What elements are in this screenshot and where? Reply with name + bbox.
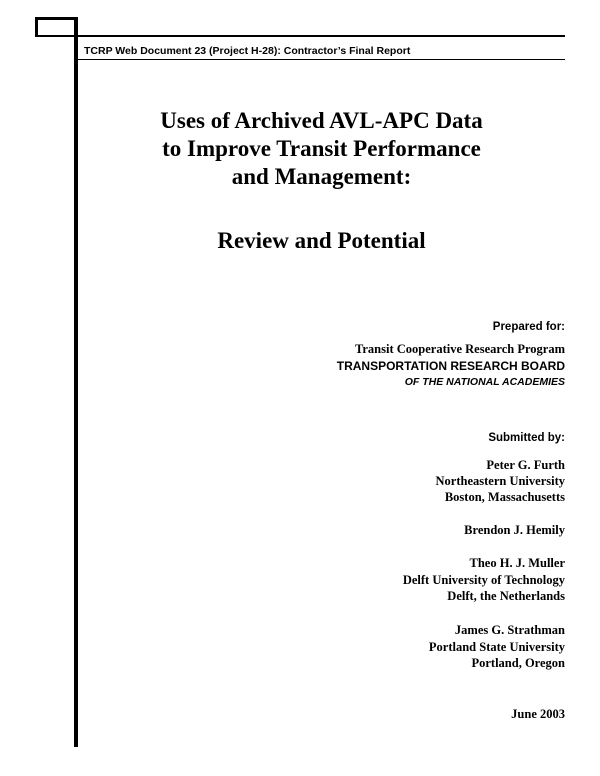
submitted-by-label: Submitted by: (488, 432, 565, 444)
title-line-2: to Improve Transit Performance (162, 136, 481, 161)
author-name: James G. Strathman (454, 623, 565, 637)
title-line-3: and Management: (231, 164, 412, 189)
author-location: Portland, Oregon (471, 656, 565, 670)
author-location: Boston, Massachusetts (444, 490, 565, 504)
frame-rule-top (35, 17, 78, 20)
author-location: Delft, the Netherlands (447, 589, 565, 603)
frame-rule-horizontal (35, 35, 565, 37)
publication-date: June 2003 (511, 707, 565, 721)
author-affiliation: Portland State University (428, 640, 565, 654)
author-affiliation: Delft University of Technology (402, 573, 565, 587)
title-line-1: Uses of Archived AVL-APC Data (160, 108, 483, 133)
author-name: Peter G. Furth (486, 458, 565, 472)
program-name: Transit Cooperative Research Program (354, 342, 565, 356)
author-affiliation: Northeastern University (435, 474, 565, 488)
document-subtitle: Review and Potential (217, 228, 426, 253)
author-name: Theo H. J. Muller (469, 556, 565, 570)
prepared-for-label: Prepared for: (492, 321, 565, 333)
board-name: TRANSPORTATION RESEARCH BOARD (336, 359, 565, 373)
header-underline (78, 59, 565, 60)
frame-rule-corner (35, 17, 38, 37)
academies-name: OF THE NATIONAL ACADEMIES (404, 376, 565, 388)
report-series-line: TCRP Web Document 23 (Project H-28): Contractor’s Final Report (84, 45, 411, 57)
document-title (78, 107, 565, 191)
author-name: Brendon J. Hemily (464, 523, 565, 537)
